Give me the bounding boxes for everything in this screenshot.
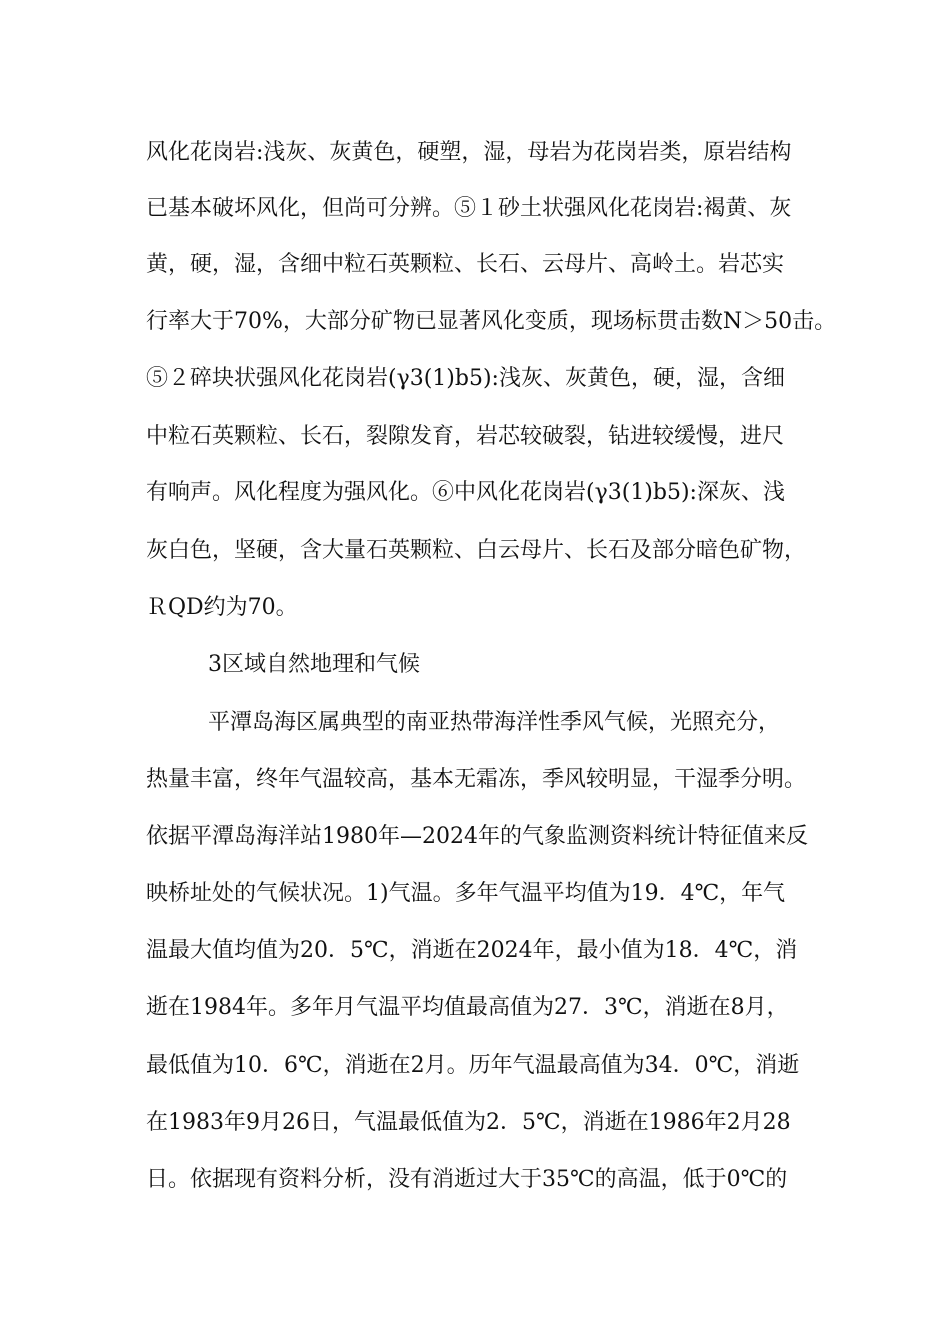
paragraph-line: 日。依据现有资料分析，没有消逝过大于35℃的高温，低于0℃的: [146, 1167, 788, 1192]
section-heading: 3区域自然地理和气候: [208, 652, 420, 677]
text-line: ＲQD约为70。: [146, 595, 298, 620]
paragraph-line: 最低值为10．6℃，消逝在2月。历年气温最高值为34．0℃，消逝: [146, 1053, 800, 1078]
paragraph-line: 温最大值均值为20．5℃，消逝在2024年，最小值为18．4℃，消: [146, 938, 798, 963]
text-line: 已基本破坏风化，但尚可分辨。⑤１砂土状强风化花岗岩:褐黄、灰: [146, 196, 792, 221]
text-line: 灰白色，坚硬，含大量石英颗粒、白云母片、长石及部分暗色矿物，: [146, 538, 807, 563]
text-line: 风化花岗岩:浅灰、灰黄色，硬塑，湿，母岩为花岗岩类，原岩结构: [146, 140, 792, 165]
paragraph-line: 映桥址处的气候状况。1)气温。多年气温平均值为19．4℃，年气: [146, 881, 786, 906]
paragraph-line: 依据平潭岛海洋站1980年—2024年的气象监测资料统计特征值来反: [146, 824, 808, 849]
text-line: ⑤２碎块状强风化花岗岩(γ3(1)b5):浅灰、灰黄色，硬，湿，含细: [146, 366, 785, 391]
paragraph-line: 逝在1984年。多年月气温平均值最高值为27．3℃，消逝在8月，: [146, 995, 789, 1020]
text-line: 中粒石英颗粒、长石，裂隙发育，岩芯较破裂，钻进较缓慢，进尺: [146, 424, 785, 449]
paragraph-line: 平潭岛海区属典型的南亚热带海洋性季风气候，光照充分，: [208, 710, 781, 735]
text-line: 有响声。风化程度为强风化。⑥中风化花岗岩(γ3(1)b5):深灰、浅: [146, 480, 785, 505]
text-line: 黄，硬，湿，含细中粒石英颗粒、长石、云母片、高岭土。岩芯实: [146, 252, 785, 277]
text-line: 行率大于70%，大部分矿物已显著风化变质，现场标贯击数N＞50击。: [146, 309, 837, 334]
paragraph-line: 在1983年9月26日，气温最低值为2．5℃，消逝在1986年2月28: [146, 1110, 791, 1135]
paragraph-line: 热量丰富，终年气温较高，基本无霜冻，季风较明显，干湿季分明。: [146, 767, 807, 792]
